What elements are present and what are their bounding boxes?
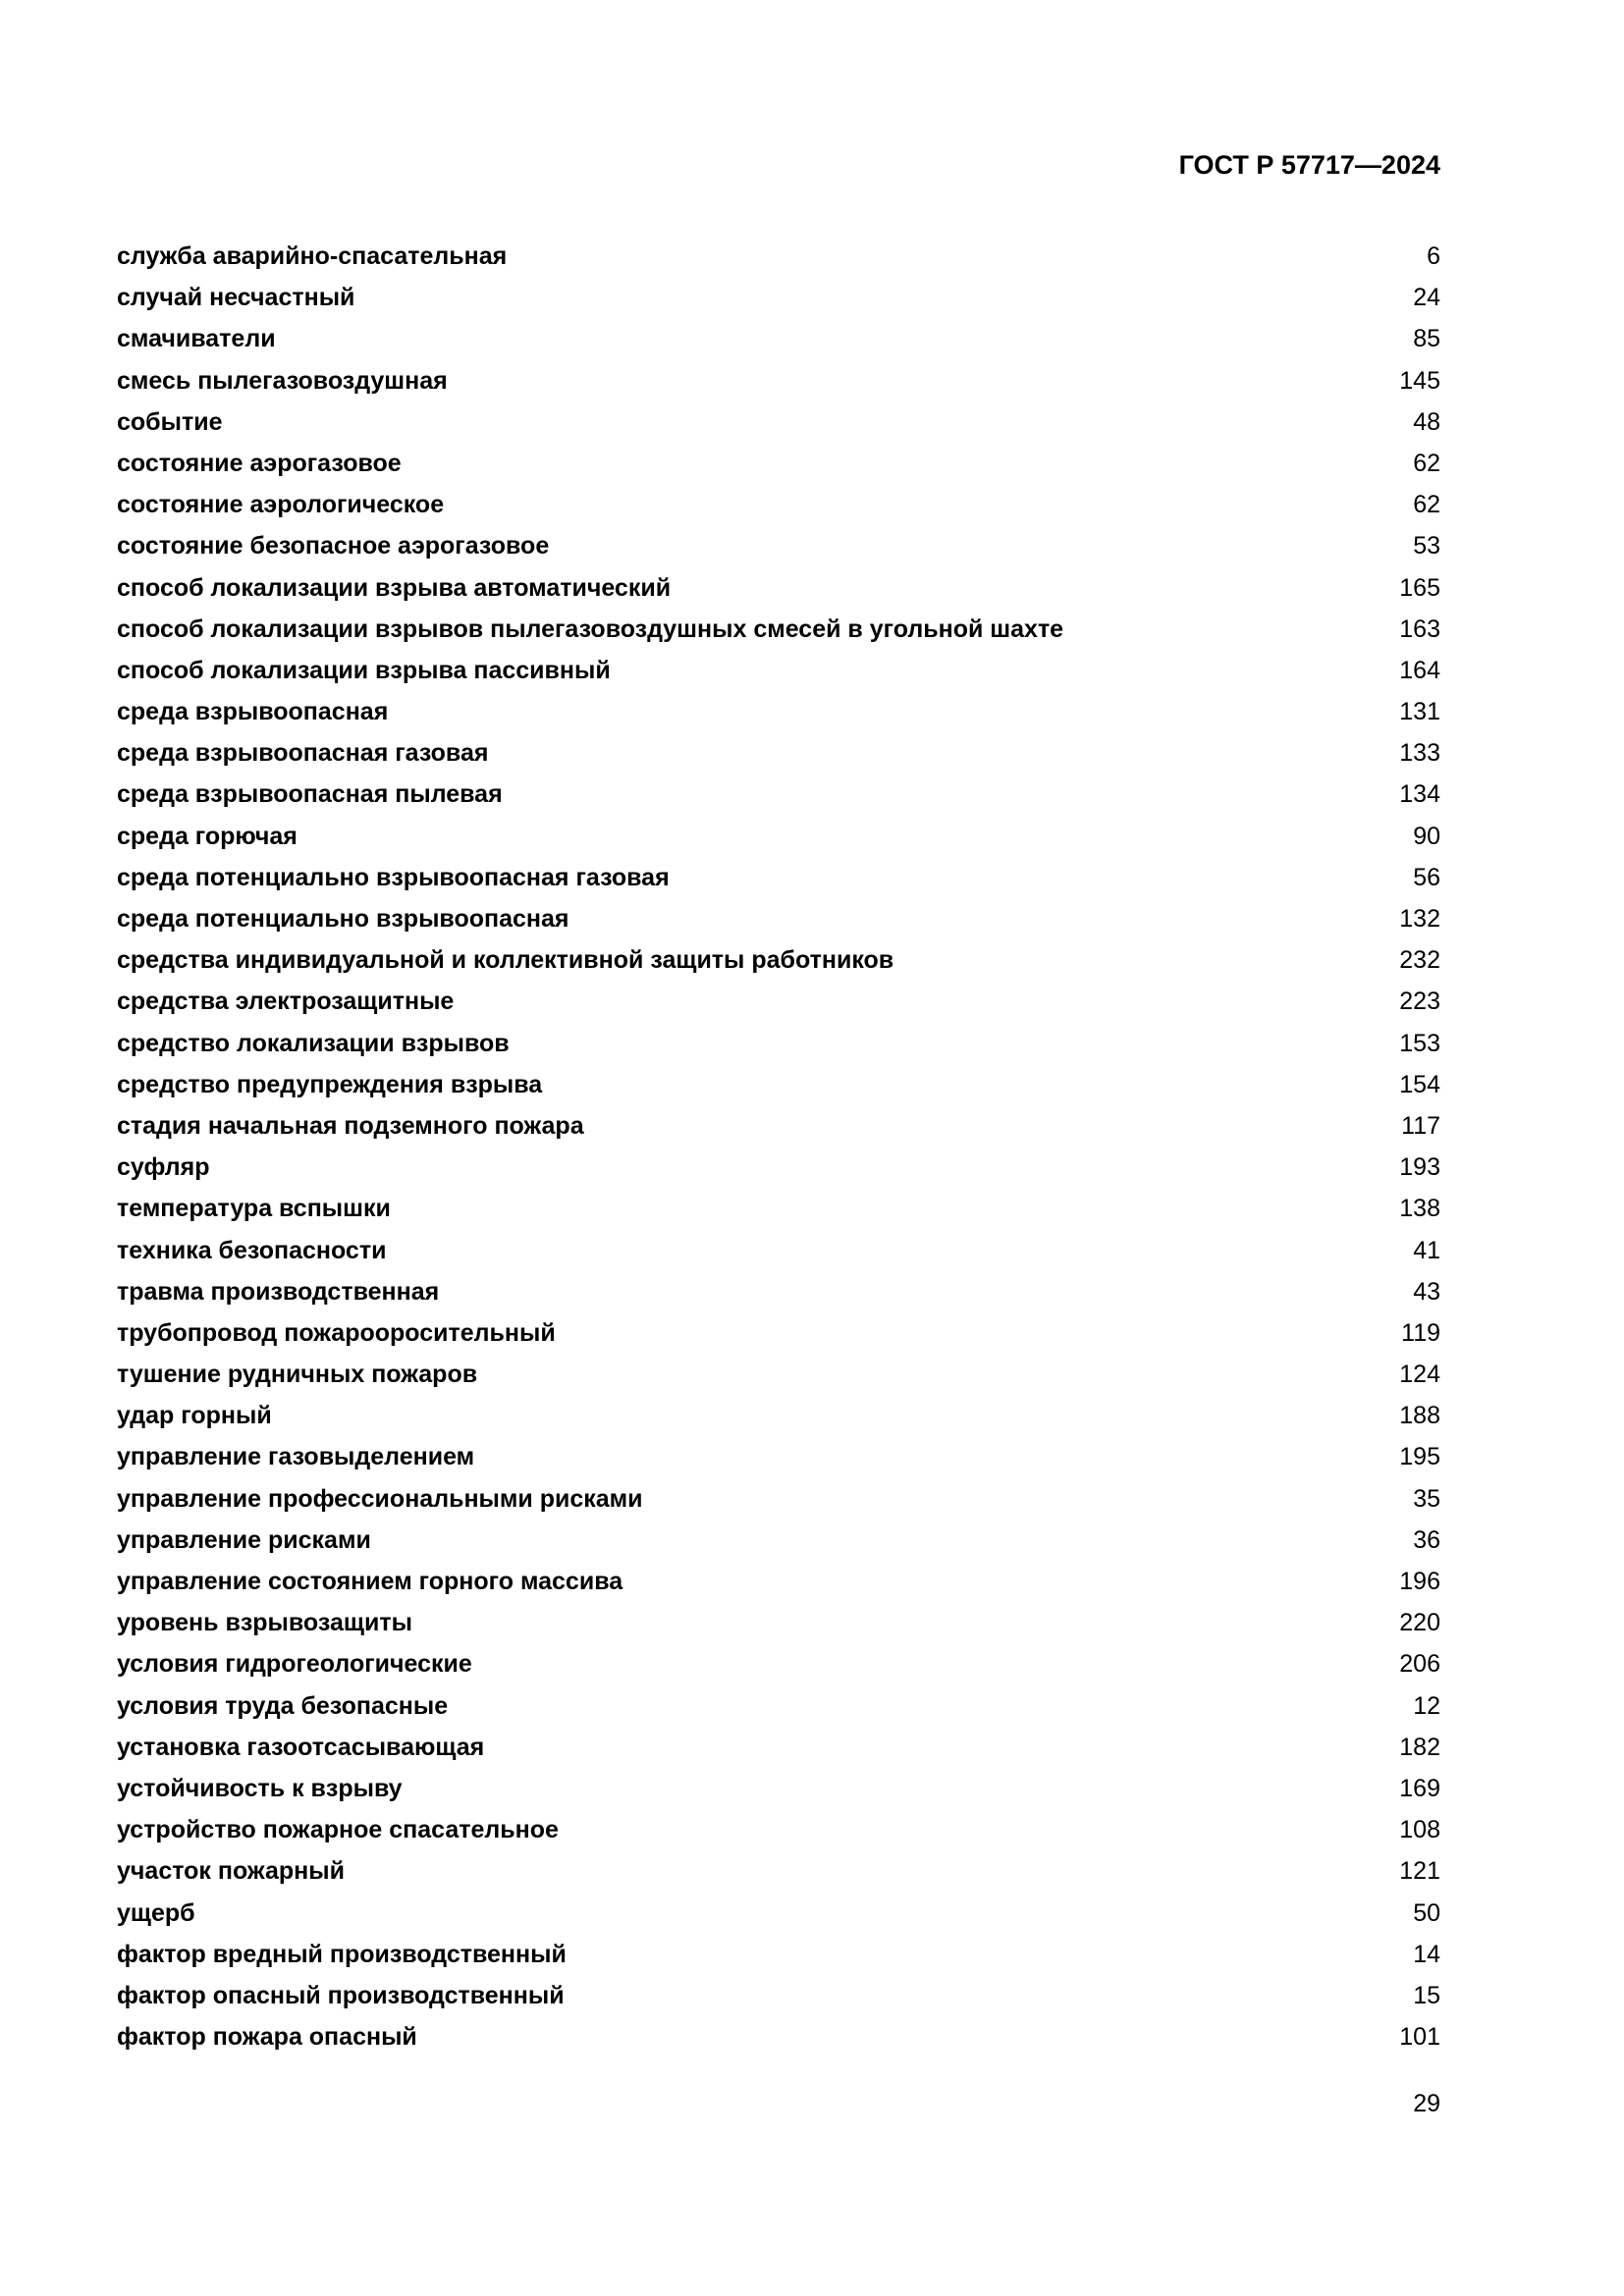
index-term: управление профессиональными рисками [117, 1484, 643, 1513]
index-term-number: 124 [1399, 1361, 1440, 1389]
index-entry [117, 567, 1440, 609]
index-term-number: 14 [1413, 1940, 1440, 1968]
index-term-number: 165 [1399, 573, 1440, 602]
index-term-number: 90 [1413, 822, 1440, 850]
index-term-number: 133 [1399, 739, 1440, 768]
index-term-number: 85 [1413, 325, 1440, 353]
index-term-number: 56 [1413, 863, 1440, 891]
index-entry [117, 774, 1440, 815]
index-entry [117, 1064, 1440, 1105]
index-term-number: 119 [1401, 1318, 1440, 1347]
index-term: суфляр [117, 1153, 210, 1182]
index-entry [117, 1271, 1440, 1312]
index-entry [117, 1768, 1440, 1809]
index-entry [117, 732, 1440, 774]
index-term: среда горючая [117, 822, 298, 850]
index-term-number: 138 [1399, 1195, 1440, 1223]
index-entry [117, 1934, 1440, 1975]
index-term-number: 169 [1399, 1774, 1440, 1802]
index-entry [117, 1685, 1440, 1727]
index-term-number: 131 [1399, 698, 1440, 726]
index-entry [117, 1727, 1440, 1768]
index-term-number: 154 [1399, 1070, 1440, 1098]
index-entry [117, 443, 1440, 484]
index-term: трубопровод пожарооросительный [117, 1318, 556, 1347]
index-term: уровень взрывозащиты [117, 1609, 412, 1637]
index-term-number: 53 [1413, 532, 1440, 561]
index-entry [117, 1312, 1440, 1354]
index-entry [117, 939, 1440, 981]
index-term: условия труда безопасные [117, 1691, 449, 1720]
index-entry [117, 609, 1440, 650]
index-term: техника безопасности [117, 1236, 387, 1264]
index-entry [117, 1602, 1440, 1643]
index-term: случай несчастный [117, 284, 355, 312]
index-entry [117, 484, 1440, 525]
index-term-number: 41 [1413, 1236, 1440, 1264]
index-term: температура вспышки [117, 1195, 391, 1223]
index-term-number: 193 [1399, 1153, 1440, 1182]
index-term: служба аварийно-спасательная [117, 242, 508, 270]
index-term-number: 145 [1399, 366, 1440, 395]
index-term: смесь пылегазовоздушная [117, 366, 448, 395]
index-entry [117, 1561, 1440, 1602]
index-term-number: 6 [1427, 242, 1440, 270]
index-entry [117, 691, 1440, 732]
index-entry [117, 401, 1440, 443]
index-term: ущерб [117, 1898, 195, 1927]
index-entry [117, 1643, 1440, 1684]
index-term: тушение рудничных пожаров [117, 1361, 478, 1389]
index-term: событие [117, 407, 223, 436]
index-term-number: 24 [1413, 284, 1440, 312]
index-term-number: 132 [1399, 905, 1440, 933]
index-entry [117, 1395, 1440, 1436]
index-term-number: 50 [1413, 1898, 1440, 1927]
index-entry [117, 898, 1440, 939]
index-term: устойчивость к взрыву [117, 1774, 403, 1802]
index-term-number: 15 [1413, 1981, 1440, 2009]
index-entry [117, 525, 1440, 566]
index-term: средство предупреждения взрыва [117, 1070, 543, 1098]
index-entry [117, 1230, 1440, 1271]
index-term: удар горный [117, 1402, 272, 1430]
index-term: состояние аэрогазовое [117, 449, 402, 477]
index-entry [117, 1436, 1440, 1477]
index-entry [117, 1809, 1440, 1850]
index-entry [117, 1147, 1440, 1188]
index-entry [117, 1478, 1440, 1520]
index-entry [117, 857, 1440, 898]
index-term: участок пожарный [117, 1857, 345, 1886]
index-term: способ локализации взрыва автоматический [117, 573, 672, 602]
index-entry [117, 816, 1440, 857]
index-entry [117, 360, 1440, 401]
index-term-number: 232 [1399, 946, 1440, 975]
alphabetical-index [117, 236, 1440, 2057]
index-term-number: 195 [1399, 1443, 1440, 1471]
index-term-number: 62 [1413, 491, 1440, 519]
index-term: среда взрывоопасная [117, 698, 389, 726]
index-entry [117, 2016, 1440, 2057]
index-entry [117, 1975, 1440, 2016]
index-term: фактор вредный производственный [117, 1940, 567, 1968]
index-term: смачиватели [117, 325, 276, 353]
index-term: средство локализации взрывов [117, 1029, 510, 1057]
index-term-number: 101 [1399, 2023, 1440, 2052]
index-term-number: 108 [1399, 1816, 1440, 1844]
index-term-number: 188 [1399, 1402, 1440, 1430]
index-term: травма производственная [117, 1277, 440, 1306]
index-term: фактор опасный производственный [117, 1981, 565, 2009]
index-entry [117, 1850, 1440, 1892]
index-term-number: 134 [1399, 780, 1440, 809]
index-term-number: 153 [1399, 1029, 1440, 1057]
index-term: управление состоянием горного массива [117, 1568, 623, 1595]
index-term-number: 43 [1413, 1277, 1440, 1306]
index-term: фактор пожара опасный [117, 2023, 417, 2052]
index-entry [117, 318, 1440, 359]
index-term: состояние безопасное аэрогазовое [117, 532, 550, 561]
index-term: среда потенциально взрывоопасная [117, 905, 569, 933]
index-term-number: 48 [1413, 407, 1440, 436]
index-term-number: 36 [1413, 1525, 1440, 1554]
index-term-number: 35 [1413, 1484, 1440, 1513]
index-term: состояние аэрологическое [117, 491, 445, 519]
index-term-number: 121 [1399, 1857, 1440, 1886]
index-term: установка газоотсасывающая [117, 1733, 485, 1761]
index-entry [117, 981, 1440, 1022]
index-entry [117, 236, 1440, 277]
index-term-number: 223 [1399, 988, 1440, 1016]
index-entry [117, 1520, 1440, 1561]
index-entry [117, 1023, 1440, 1064]
index-term-number: 182 [1399, 1733, 1440, 1761]
index-term-number: 163 [1399, 614, 1440, 643]
index-term: средства индивидуальной и коллективной защиты работников [117, 946, 894, 975]
index-entry [117, 650, 1440, 691]
index-term: среда потенциально взрывоопасная газовая [117, 863, 670, 891]
index-entry [117, 1354, 1440, 1395]
index-term-number: 164 [1399, 656, 1440, 684]
index-entry [117, 1188, 1440, 1229]
index-term: среда взрывоопасная газовая [117, 739, 489, 768]
index-term: среда взрывоопасная пылевая [117, 780, 503, 809]
document-header: ГОСТ Р 57717—2024 [1178, 150, 1440, 180]
index-term: стадия начальная подземного пожара [117, 1111, 584, 1140]
index-term: управление газовыделением [117, 1443, 475, 1471]
index-entry [117, 277, 1440, 318]
page-number: 29 [1413, 2090, 1440, 2117]
index-term-number: 62 [1413, 449, 1440, 477]
index-term: способ локализации взрыва пассивный [117, 656, 611, 684]
index-term-number: 117 [1401, 1111, 1440, 1140]
index-term: устройство пожарное спасательное [117, 1816, 559, 1844]
index-entry [117, 1893, 1440, 1934]
index-entry [117, 1105, 1440, 1147]
index-term-number: 206 [1399, 1650, 1440, 1679]
index-term: способ локализации взрывов пылегазовоздушных смесей в угольной шахте [117, 614, 1064, 643]
index-term-number: 12 [1413, 1691, 1440, 1720]
index-term: условия гидрогеологические [117, 1650, 472, 1679]
index-term: управление рисками [117, 1525, 371, 1554]
index-term-number: 220 [1399, 1609, 1440, 1637]
index-term-number: 196 [1399, 1568, 1440, 1595]
index-term: средства электрозащитные [117, 988, 455, 1016]
